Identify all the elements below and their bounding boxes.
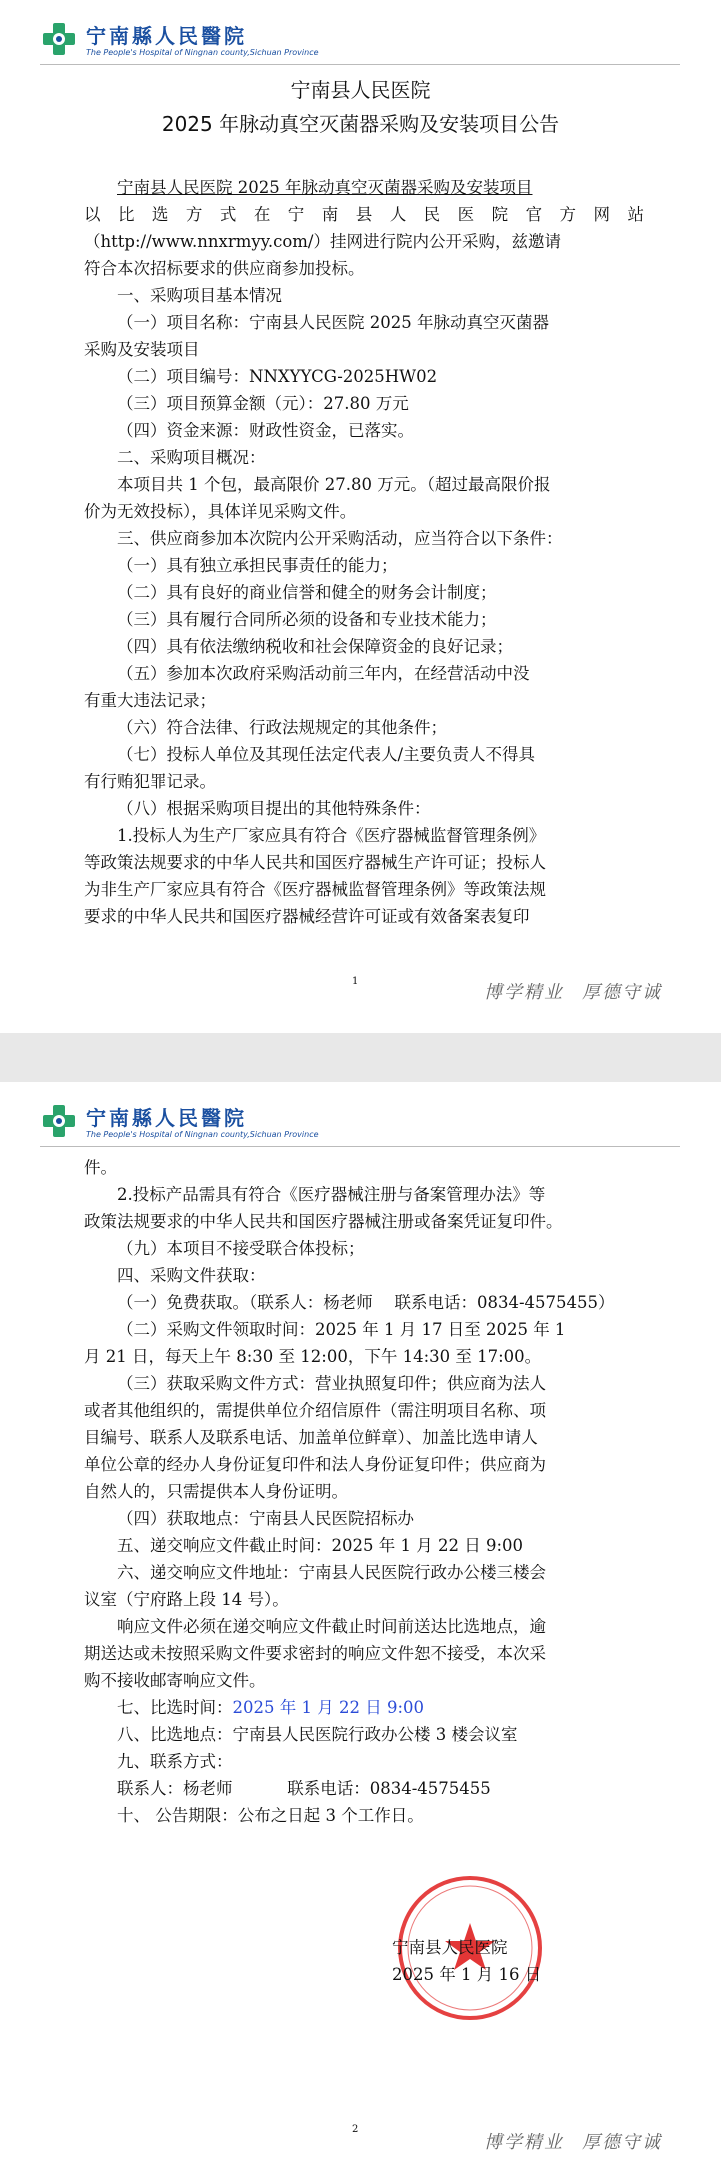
- body-line: 要求的中华人民共和国医疗器械经营许可证或有效备案表复印: [84, 907, 530, 926]
- body-line: 为非生产厂家应具有符合《医疗器械监督管理条例》等政策法规: [84, 880, 546, 899]
- section-heading: [84, 1694, 644, 1721]
- document-page-1: [0, 0, 721, 1033]
- section-heading: 六、递交响应文件地址：宁南县人民医院行政办公楼三楼会: [117, 1563, 546, 1582]
- body-line: （三）获取采购文件方式：营业执照复印件；供应商为法人: [117, 1374, 546, 1393]
- body-line: （四）获取地点：宁南县人民医院招标办: [117, 1509, 414, 1528]
- body-line: 价为无效投标），具体详见采购文件。: [84, 502, 357, 521]
- section-heading: 九、联系方式：: [117, 1752, 233, 1771]
- body-line: 七、比选时间：: [117, 1698, 233, 1717]
- page-number: 2: [352, 2124, 359, 2135]
- body-line: 1.投标人为生产厂家应具有符合《医疗器械监督管理条例》: [117, 826, 546, 845]
- page2-body: [84, 1154, 644, 1829]
- body-line: （一）项目名称：宁南县人民医院 2025 年脉动真空灭菌器: [117, 313, 549, 332]
- body-line: （四）资金来源：财政性资金，已落实。: [117, 421, 414, 440]
- page1-body: [84, 174, 644, 930]
- body-line: （五）参加本次政府采购活动前三年内，在经营活动中没: [117, 664, 530, 683]
- body-line: 本项目共 1 个包，最高限价 27.80 万元。（超过最高限价报: [117, 475, 551, 494]
- motto-part: 厚德守诚: [582, 2132, 662, 2153]
- section-heading: 三、供应商参加本次院内公开采购活动，应当符合以下条件：: [117, 529, 563, 548]
- motto-part: 厚德守诚: [582, 982, 662, 1003]
- body-line: （二）项目编号：NNXYYCG-2025HW02: [117, 367, 438, 386]
- body-line: 单位公章的经办人身份证复印件和法人身份证复印件；供应商为: [84, 1455, 546, 1474]
- body-line: 等政策法规要求的中华人民共和国医疗器械生产许可证；投标人: [84, 853, 546, 872]
- hospital-logo-icon: [40, 1102, 78, 1140]
- motto-part: 博学精业: [484, 982, 564, 1003]
- body-line: 2.投标产品需具有符合《医疗器械注册与备案管理办法》等: [117, 1185, 546, 1204]
- signature-date: 2025 年 1 月 16 日: [392, 1965, 542, 1984]
- section-heading: 十、 公告期限：公布之日起 3 个工作日。: [117, 1806, 424, 1825]
- body-line: 期送达或未按照采购文件要求密封的响应文件恕不接受，本次采: [84, 1644, 546, 1663]
- body-line: （六）符合法律、行政法规规定的其他条件；: [117, 718, 447, 737]
- body-line: （二）具有良好的商业信誉和健全的财务会计制度；: [117, 583, 497, 602]
- body-line: （九）本项目不接受联合体投标；: [117, 1239, 365, 1258]
- hospital-motto: [484, 2128, 662, 2154]
- body-line: 有重大违法记录；: [84, 691, 216, 710]
- body-line: （八）根据采购项目提出的其他特殊条件：: [117, 799, 431, 818]
- section-heading: 五、递交响应文件截止时间：2025 年 1 月 22 日 9:00: [117, 1536, 524, 1555]
- section-heading: 八、比选地点：宁南县人民医院行政办公楼 3 楼会议室: [117, 1725, 518, 1744]
- body-line: 月 21 日，每天上午 8:30 至 12:00，下午 14:30 至 17:00。: [84, 1347, 542, 1366]
- page-number: 1: [352, 976, 359, 987]
- body-line: 有行贿犯罪记录。: [84, 772, 216, 791]
- body-line: （三）项目预算金额（元）：27.80 万元: [117, 394, 409, 413]
- body-line: 购不接收邮寄响应文件。: [84, 1671, 266, 1690]
- body-line: （一）具有独立承担民事责任的能力；: [117, 556, 398, 575]
- org-title: 宁南县人民医院: [290, 78, 431, 102]
- highlighted-date: 2025 年 1 月 22 日 9:00: [232, 1698, 425, 1717]
- signature-org: 宁南县人民医院: [392, 1938, 508, 1957]
- body-line: （一）免费获取。（联系人：杨老师 联系电话：0834-4575455）: [117, 1293, 615, 1312]
- intro-line: 符合本次招标要求的供应商参加投标。: [84, 259, 365, 278]
- body-line: 自然人的，只需提供本人身份证明。: [84, 1482, 348, 1501]
- section-heading: 一、采购项目基本情况: [117, 286, 282, 305]
- hospital-motto: [484, 978, 662, 1004]
- motto-part: 博学精业: [484, 2132, 564, 2153]
- section-heading: 二、采购项目概况：: [117, 448, 266, 467]
- body-line: 政策法规要求的中华人民共和国医疗器械注册或备案凭证复印件。: [84, 1212, 563, 1231]
- hospital-brand-name: 宁南縣人民醫院: [86, 24, 247, 48]
- body-line: 或者其他组织的，需提供单位介绍信原件（需注明项目名称、项: [84, 1401, 546, 1420]
- intro-line: （http://www.nnxrmyy.com/）挂网进行院内公开采购，兹邀请: [84, 232, 561, 251]
- intro-line: 宁南县人民医院 2025 年脉动真空灭菌器采购及安装项目: [117, 178, 533, 197]
- hospital-brand-name: 宁南縣人民醫院: [86, 1106, 247, 1130]
- hospital-brand-english: The People's Hospital of Ningnan county,Sichuan Province: [86, 1130, 319, 1139]
- intro-line: 以 比 选 方 式 在 宁 南 县 人 民 医 院 官 方 网 站: [84, 205, 644, 224]
- body-line: （三）具有履行合同所必须的设备和专业技术能力；: [117, 610, 497, 629]
- section-heading: 四、采购文件获取：: [117, 1266, 266, 1285]
- body-line: 目编号、联系人及联系电话、加盖单位鲜章）、加盖比选申请人: [84, 1428, 538, 1447]
- letterhead: [40, 1100, 680, 1147]
- hospital-logo-icon: [40, 20, 78, 58]
- document-page-2: [0, 1082, 721, 2175]
- body-line: 采购及安装项目: [84, 340, 200, 359]
- body-line: 议室（宁府路上段 14 号）。: [84, 1590, 289, 1609]
- body-line: （四）具有依法缴纳税收和社会保障资金的良好记录；: [117, 637, 513, 656]
- hospital-brand-english: The People's Hospital of Ningnan county,Sichuan Province: [86, 48, 319, 57]
- letterhead: [40, 18, 680, 65]
- document-title: 2025 年脉动真空灭菌器采购及安装项目公告: [161, 112, 560, 136]
- body-line: 联系人：杨老师 联系电话：0834-4575455: [117, 1779, 491, 1798]
- body-line: （二）采购文件领取时间：2025 年 1 月 17 日至 2025 年 1: [117, 1320, 566, 1339]
- body-line: 响应文件必须在递交响应文件截止时间前送达比选地点，逾: [117, 1617, 546, 1636]
- body-line: （七）投标人单位及其现任法定代表人/主要负责人不得具: [117, 745, 536, 764]
- body-line: 件。: [84, 1158, 117, 1177]
